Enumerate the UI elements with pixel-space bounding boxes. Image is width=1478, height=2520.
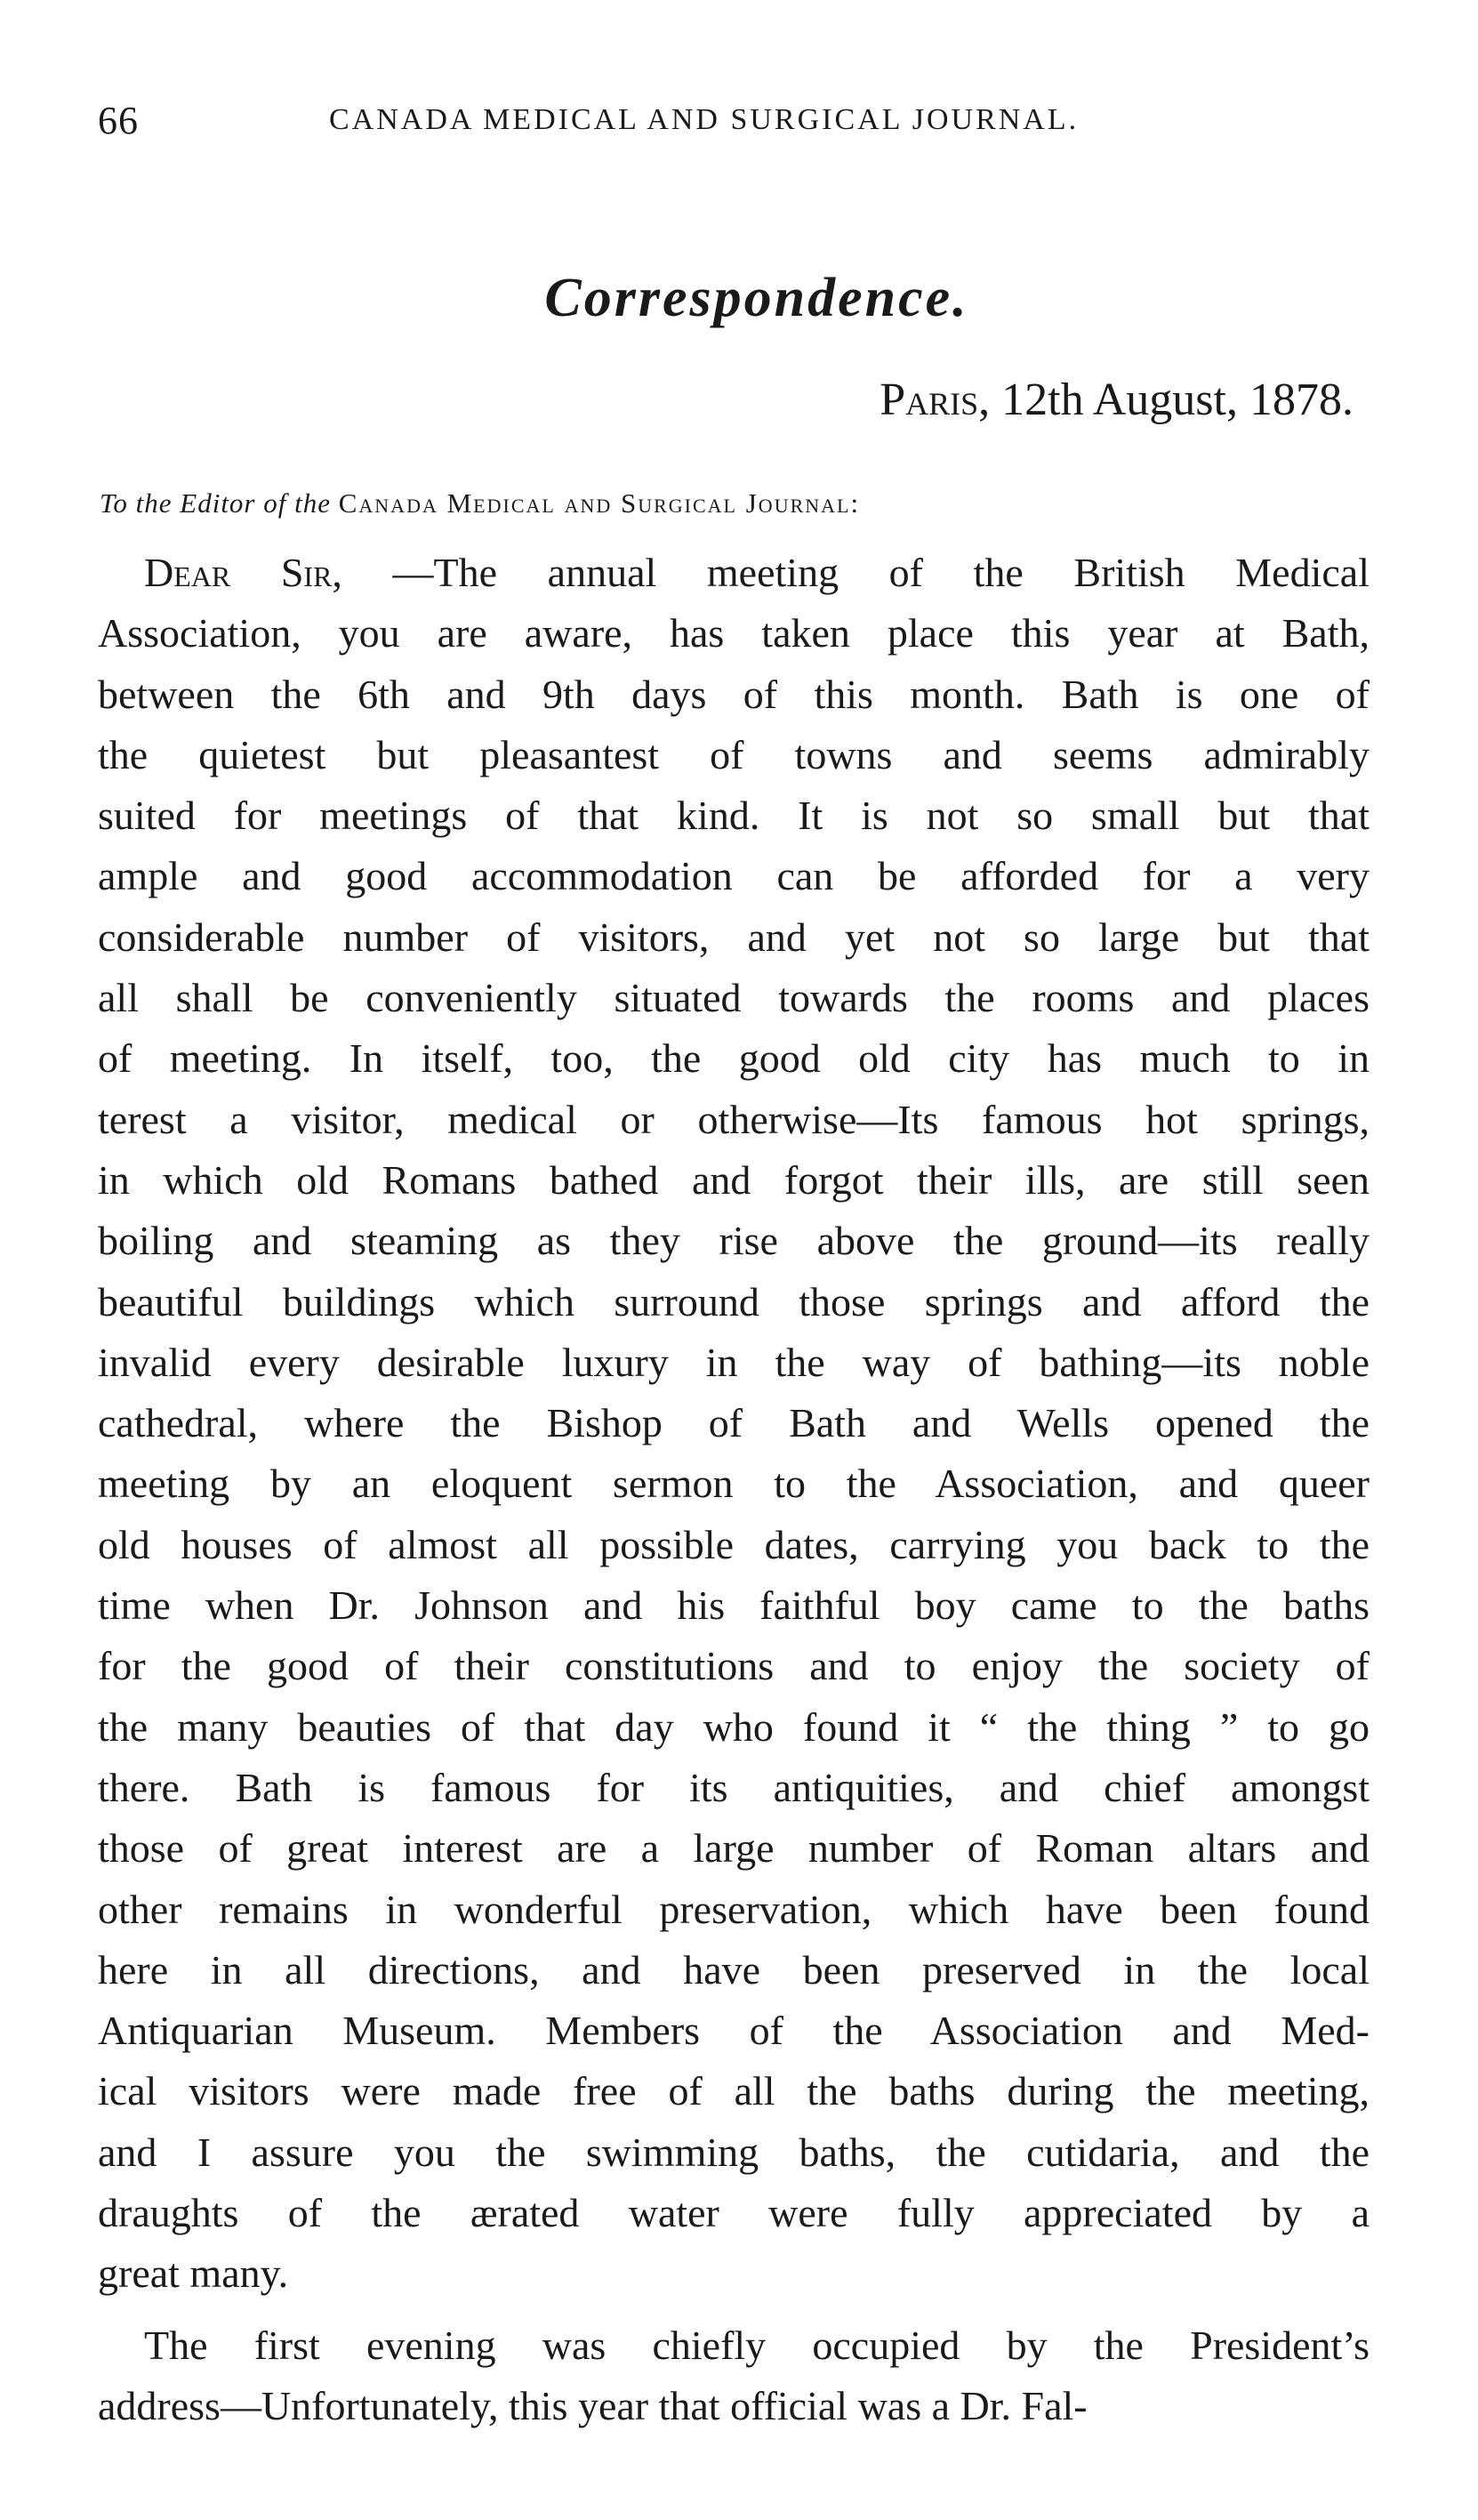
address-journal: Canada Medical and Surgical Journal: [338,487,861,519]
text-line: time when Dr. Johnson and his faithful boy came to the baths [98,1582,1370,1629]
text-line: ical visitors were made free of all the baths during the meeting, [98,2068,1370,2114]
salutation-opening: Dear Sir, [144,550,342,595]
text-line: great many. [98,2250,289,2297]
page-number: 66 [98,99,139,142]
paragraph-gap [98,2305,1370,2315]
running-head [98,98,1361,151]
text-line: for the good of their constitutions and to enjoy the society of [98,1643,1370,1689]
text-line: of meeting. In itself, too, the good old city has much to in [98,1035,1370,1082]
text-line: cathedral, where the Bishop of Bath and Wells opened the [98,1400,1370,1446]
text-line: beautiful buildings which surround those springs and afford the [98,1278,1370,1324]
dateline-place: Paris, [880,374,991,425]
text-line: Association, you are aware, has taken place this year at Bath, [98,610,1370,656]
text-line: here in all directions, and have been preserved in the local [98,1946,1370,1993]
text-line: invalid every desirable luxury in the way of bathing—its noble [98,1339,1370,1385]
text-line: the quietest but pleasantest of towns and seems admirably [98,731,1370,777]
section-heading: Correspondence. [544,268,969,328]
paragraph-1 [98,543,1370,2305]
text-line: all shall be conveniently situated towards the rooms and places [98,975,1370,1021]
text-line: those of great interest are a large number of Roman altars and [98,1825,1370,1872]
text-line: in which old Romans bathed and forgot their ills, are still seen [98,1156,1370,1203]
text-line: between the 6th and 9th days of this month. Bath is one of [98,671,1370,717]
text-line: the many beauties of that day who found it “ the thing ” to go [98,1703,1370,1750]
text-line: boiling and steaming as they rise above the ground—its really [98,1218,1370,1264]
text-line: suited for meetings of that kind. It is not so small but that [98,793,1370,839]
text-line: address—Unfortunately, this year that official was a Dr. Fal- [98,2382,1088,2428]
address-prefix: To the Editor of the [100,487,331,519]
text-line: considerable number of visitors, and yet not so large but that [98,914,1370,960]
text-line: Antiquarian Museum. Members of the Association and Med- [98,2008,1370,2054]
letter-body [98,543,1370,2436]
dateline [880,374,1353,426]
address-line [100,487,860,519]
text-line: meeting by an eloquent sermon to the Association, and queer [98,1461,1370,1507]
line-text: —The annual meeting of the British Medical [341,550,1370,595]
text-line: there. Bath is famous for its antiquities, and chief amongst [98,1764,1370,1810]
text-line: The first evening was chiefly occupied by the President’s [144,2322,1370,2368]
text-line: draughts of the ærated water were fully appreciated by a [98,2190,1370,2236]
text-line [98,543,1370,603]
paragraph-2 [98,2315,1370,2437]
text-line: other remains in wonderful preservation, which have been found [98,1886,1370,1932]
text-line: ample and good accommodation can be afforded for a very [98,853,1370,899]
journal-title: CANADA MEDICAL AND SURGICAL JOURNAL. [329,103,1080,136]
text-line: terest a visitor, medical or otherwise—Its famous hot springs, [98,1096,1370,1142]
dateline-date: 12th August, 1878. [1001,374,1353,425]
text-line: old houses of almost all possible dates, carrying you back to the [98,1521,1370,1567]
text-line: and I assure you the swimming baths, the cutidaria, and the [98,2129,1370,2175]
